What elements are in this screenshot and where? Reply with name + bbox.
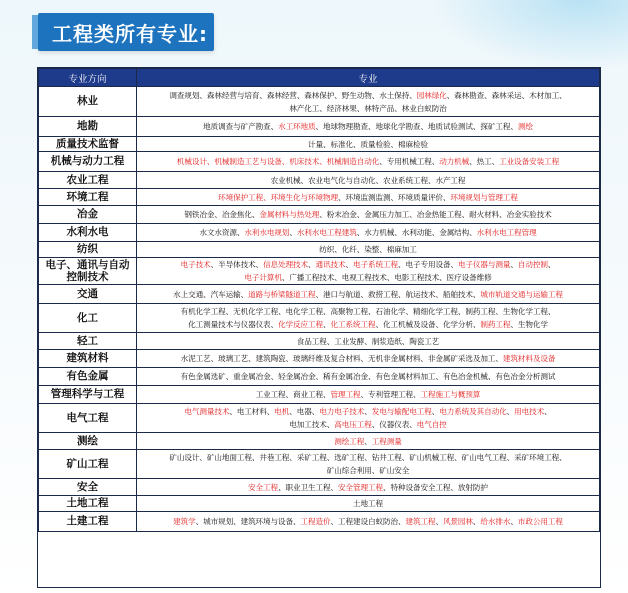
highlighted-major: 电子技术 <box>180 260 211 269</box>
majors-line <box>140 481 596 494</box>
category-cell: 管理科学与工程 <box>39 386 137 404</box>
highlighted-major: 动力机械 <box>439 157 470 166</box>
major-text: 、专用机械工程、 <box>379 157 440 166</box>
major-text: 、 <box>472 517 481 526</box>
major-text: 、 <box>431 407 440 416</box>
table-row <box>39 386 600 404</box>
highlighted-major: 信息处理技术 <box>263 260 309 269</box>
major-text: 、电工材料、 <box>229 407 275 416</box>
majors-line <box>140 89 596 102</box>
highlighted-major: 环境规划与管理工程 <box>450 192 518 202</box>
majors-cell <box>137 189 600 206</box>
majors-line <box>140 288 596 301</box>
majors-cell <box>137 433 600 450</box>
majors-cell <box>137 350 600 368</box>
major-text: 、电子专用设备、 <box>397 260 458 269</box>
majors-line <box>140 352 596 365</box>
majors-table-container <box>37 67 601 588</box>
highlighted-major: 安全管理工程 <box>338 482 383 492</box>
category-cell: 林业 <box>39 87 137 117</box>
highlighted-major: 化学反应工程 <box>278 320 324 329</box>
category-cell: 水利水电 <box>39 224 137 242</box>
category-cell: 地勘 <box>39 117 137 137</box>
major-text: 地质调查与矿产勘查、 <box>203 122 279 131</box>
highlighted-major: 工程施工与概预算 <box>420 390 481 399</box>
major-text: 有机化学工程、无机化学工程、电化学工程、高聚物工程、石油化学、精细化学工程、制药工程、生物化学工程、 <box>180 307 556 316</box>
table-header-row <box>39 69 600 87</box>
majors-cell <box>137 224 600 242</box>
major-text: 工业工程、商业工程、 <box>255 390 331 399</box>
major-text: 、森林勘查、森林采运、木材加工、 <box>446 90 567 100</box>
table-row <box>39 87 600 117</box>
majors-cell <box>137 137 600 152</box>
table-row <box>39 304 600 333</box>
table-row <box>39 333 600 350</box>
highlighted-major: 电气测量技术 <box>184 407 230 416</box>
major-text: 、 <box>510 517 518 526</box>
majors-table <box>38 68 600 532</box>
highlighted-major: 市政公用工程 <box>517 517 563 526</box>
category-cell: 测绘 <box>39 433 137 450</box>
major-text: 土地工程 <box>353 499 383 508</box>
major-text: 、 <box>544 407 552 416</box>
category-cell: 轻工 <box>39 333 137 350</box>
majors-cell <box>137 285 600 304</box>
major-text: 、工程建设白蚁防治、 <box>330 517 406 526</box>
majors-line <box>140 451 596 464</box>
category-cell: 电气工程 <box>39 404 137 433</box>
major-text: 水上交通、汽车运输、 <box>173 289 249 299</box>
major-text: 、城市规划、建筑环境与设备、 <box>195 517 301 526</box>
major-text: 有色金属选矿、重金属冶金、轻金属冶金、稀有金属冶金、有色金属材料加工、有色冶金机械、有色冶金分析测试 <box>180 372 556 381</box>
majors-cell <box>137 206 600 224</box>
highlighted-major: 安全工程 <box>248 482 279 492</box>
major-text: 、 <box>510 260 518 269</box>
category-cell: 纺织 <box>39 242 137 258</box>
majors-cell <box>137 333 600 350</box>
highlighted-major: 机械设计、机械制造工艺与设备、机床技术、机械制造自动化 <box>176 157 380 166</box>
majors-cell <box>137 404 600 433</box>
major-text: 、职业卫生工程、 <box>278 482 339 492</box>
major-text: 、热工、 <box>469 157 500 166</box>
highlighted-major: 工业设备安装工程 <box>499 157 560 166</box>
highlighted-major: 电力电子技术 <box>319 407 365 416</box>
category-cell: 土地工程 <box>39 496 137 512</box>
highlighted-major: 用电技术 <box>514 407 545 416</box>
table-row <box>39 433 600 450</box>
table-row <box>39 479 600 496</box>
category-cell: 建筑材料 <box>39 350 137 368</box>
highlighted-major: 水利水电规划 <box>244 228 290 237</box>
majors-line <box>140 318 596 331</box>
highlighted-major: 电子计算机 <box>244 273 282 282</box>
major-text: 、地球物理勘查、地球化学勘查、地质试验测试、探矿工程、 <box>315 122 518 131</box>
major-text: 、 <box>506 407 515 416</box>
major-text: 、港口与航道、救捞工程、航运技术、船舶技术、 <box>315 289 481 299</box>
majors-line <box>140 388 596 401</box>
majors-line <box>140 208 596 221</box>
highlighted-major: 道路与桥梁隧道工程 <box>248 289 316 299</box>
category-cell: 矿山工程 <box>39 450 137 479</box>
major-text: 水泥工艺、玻璃工艺、建筑陶瓷、玻璃纤维及复合材料、无机非金属材料、非金属矿采选及加工、 <box>180 354 503 363</box>
major-text: 矿山设计、矿山地面工程、井巷工程、采矿工程、选矿工程、钻井工程、矿山机械工程、矿山电气工程、采矿环境工程、 <box>169 453 567 462</box>
highlighted-major: 水利水电工程建筑 <box>296 228 357 237</box>
major-text: 、专利管理工程、 <box>360 390 421 399</box>
major-text: 、仪器仪表、 <box>371 420 417 429</box>
highlighted-major: 电机 <box>274 407 290 416</box>
major-text: 、生物化学 <box>510 320 548 329</box>
majors-cell <box>137 450 600 479</box>
majors-cell <box>137 117 600 137</box>
major-text: 、半导体技术、 <box>210 260 264 269</box>
highlighted-major: 测绘工程 <box>334 436 365 446</box>
major-text: 、广播工程技术、电视工程技术、电影工程技术、医疗设备维修 <box>281 273 492 282</box>
highlighted-major: 测绘 <box>517 122 533 131</box>
major-text: 、 <box>289 228 297 237</box>
major-text: 、 <box>323 320 331 329</box>
majors-line <box>140 435 596 448</box>
majors-line <box>140 226 596 239</box>
table-row <box>39 117 600 137</box>
highlighted-major: 建筑材料及设备 <box>502 354 556 363</box>
majors-cell <box>137 386 600 404</box>
major-text: 、特种设备安全工程、放射防护 <box>382 482 488 492</box>
highlighted-major: 工程测量 <box>371 436 402 446</box>
table-row <box>39 206 600 224</box>
table-row <box>39 172 600 189</box>
highlighted-major: 制药工程 <box>480 320 511 329</box>
majors-cell <box>137 496 600 512</box>
major-text: 、 <box>364 436 372 446</box>
major-text: 计量、标准化、质量检验、棉麻检验 <box>308 139 428 149</box>
highlighted-major: 发电与输配电工程 <box>371 407 432 416</box>
decorative-wave <box>428 0 628 70</box>
majors-cell <box>137 242 600 258</box>
highlighted-major: 建筑学 <box>173 517 196 526</box>
majors-cell <box>137 512 600 532</box>
highlighted-major: 给水排水 <box>480 517 511 526</box>
major-text: 农业机械、农业电气化与自动化、农业系统工程、水产工程 <box>270 175 466 185</box>
majors-cell <box>137 87 600 117</box>
majors-cell <box>137 368 600 386</box>
highlighted-major: 工程造价 <box>300 517 331 526</box>
table-row <box>39 368 600 386</box>
major-text: 食品工程、工业发酵、制浆造纸、陶瓷工艺 <box>296 336 440 346</box>
category-cell: 农业工程 <box>39 172 137 189</box>
major-text: 、 <box>435 517 443 526</box>
category-cell: 冶金 <box>39 206 137 224</box>
majors-cell <box>137 172 600 189</box>
majors-cell <box>137 479 600 496</box>
category-cell: 安全 <box>39 479 137 496</box>
majors-line <box>140 155 596 168</box>
category-cell: 化工 <box>39 304 137 333</box>
category-cell: 机械与动力工程 <box>39 152 137 172</box>
header-direction: 专业方向 <box>39 69 137 87</box>
major-text: 、水力机械、水利动能、金属结构、 <box>356 228 477 237</box>
header-majors: 专业 <box>137 69 600 87</box>
highlighted-major: 金属材料与热处理 <box>259 210 320 219</box>
table-row <box>39 152 600 172</box>
major-text: 、环境监测监测、环境质量评价、 <box>338 192 451 202</box>
category-cell: 交通 <box>39 285 137 304</box>
highlighted-major: 园林绿化 <box>416 90 447 100</box>
majors-line <box>140 243 596 256</box>
highlighted-major: 城市轨道交通与运输工程 <box>480 289 563 299</box>
majors-line <box>140 191 596 204</box>
highlighted-major: 自动控制 <box>517 260 548 269</box>
category-cell: 质量技术监督 <box>39 137 137 152</box>
highlighted-major: 建筑工程 <box>405 517 436 526</box>
majors-line <box>140 174 596 187</box>
highlighted-major: 水利水电工程管理 <box>476 228 537 237</box>
table-row <box>39 496 600 512</box>
major-text: 钢铁冶金、冶金焦化、 <box>184 210 260 219</box>
majors-cell <box>137 258 600 285</box>
table-row <box>39 350 600 368</box>
majors-line <box>140 497 596 510</box>
majors-line <box>140 418 596 431</box>
highlighted-major: 电子系统工程 <box>353 260 398 269</box>
majors-line <box>140 102 596 115</box>
major-text: 、 <box>308 260 316 269</box>
major-text: 化工测量技术与仪器仪表、 <box>188 320 279 329</box>
majors-line <box>140 120 596 133</box>
majors-cell <box>137 304 600 333</box>
major-text: 、 <box>364 407 372 416</box>
major-text: 矿山综合利用、矿山安全 <box>326 466 410 475</box>
major-text: 、 <box>547 260 556 269</box>
highlighted-major: 电子仪器与测量 <box>457 260 511 269</box>
table-row <box>39 285 600 304</box>
major-text: 、粉末冶金、金属压力加工、冶金热能工程、耐火材料、冶金实验技术 <box>319 210 552 219</box>
table-row <box>39 224 600 242</box>
major-text: 纺织、化纤、染整、棉麻加工 <box>319 245 417 254</box>
majors-line <box>140 515 596 528</box>
table-row <box>39 450 600 479</box>
table-row <box>39 404 600 433</box>
highlighted-major: 电力系统及其自动化 <box>439 407 507 416</box>
highlighted-major: 化工系统工程 <box>330 320 376 329</box>
highlighted-major: 环境保护工程、环境生化与环境物理 <box>218 192 339 202</box>
category-cell: 环境工程 <box>39 189 137 206</box>
category-cell: 有色金属 <box>39 368 137 386</box>
majors-line <box>140 370 596 383</box>
highlighted-major: 电气自控 <box>416 420 447 429</box>
majors-line <box>140 464 596 477</box>
table-row <box>39 258 600 285</box>
majors-line <box>140 305 596 318</box>
major-text: 水文水资源、 <box>199 228 245 237</box>
page-title: 工程类所有专业: <box>52 22 208 46</box>
major-text: 、化工机械及设备、化学分析、 <box>375 320 481 329</box>
majors-line <box>140 258 596 271</box>
highlighted-major: 水工环地质 <box>278 122 316 131</box>
category-cell: 土建工程 <box>39 512 137 532</box>
majors-line <box>140 405 596 418</box>
major-text: 、电器、 <box>289 407 320 416</box>
table-row <box>39 242 600 258</box>
highlighted-major: 高电压工程 <box>334 420 372 429</box>
category-cell: 电子、通讯与自动控制技术 <box>39 258 137 285</box>
major-text: 、 <box>345 260 354 269</box>
major-text: 林产化工、经济林果、林特产品、林业白蚁防治 <box>289 103 447 113</box>
majors-line <box>140 335 596 348</box>
title-banner <box>38 13 214 51</box>
majors-cell <box>137 152 600 172</box>
table-row <box>39 189 600 206</box>
table-row <box>39 137 600 152</box>
highlighted-major: 通讯技术 <box>315 260 346 269</box>
majors-line <box>140 138 596 151</box>
major-text: 调查规划、森林经营与培育、森林经营、森林保护、野生动物、水土保持、 <box>169 90 417 100</box>
highlighted-major: 管理工程 <box>330 390 361 399</box>
table-row <box>39 512 600 532</box>
table-body <box>39 87 600 532</box>
major-text: 电加工技术、 <box>289 420 335 429</box>
highlighted-major: 风景园林 <box>442 517 473 526</box>
majors-line <box>140 271 596 284</box>
